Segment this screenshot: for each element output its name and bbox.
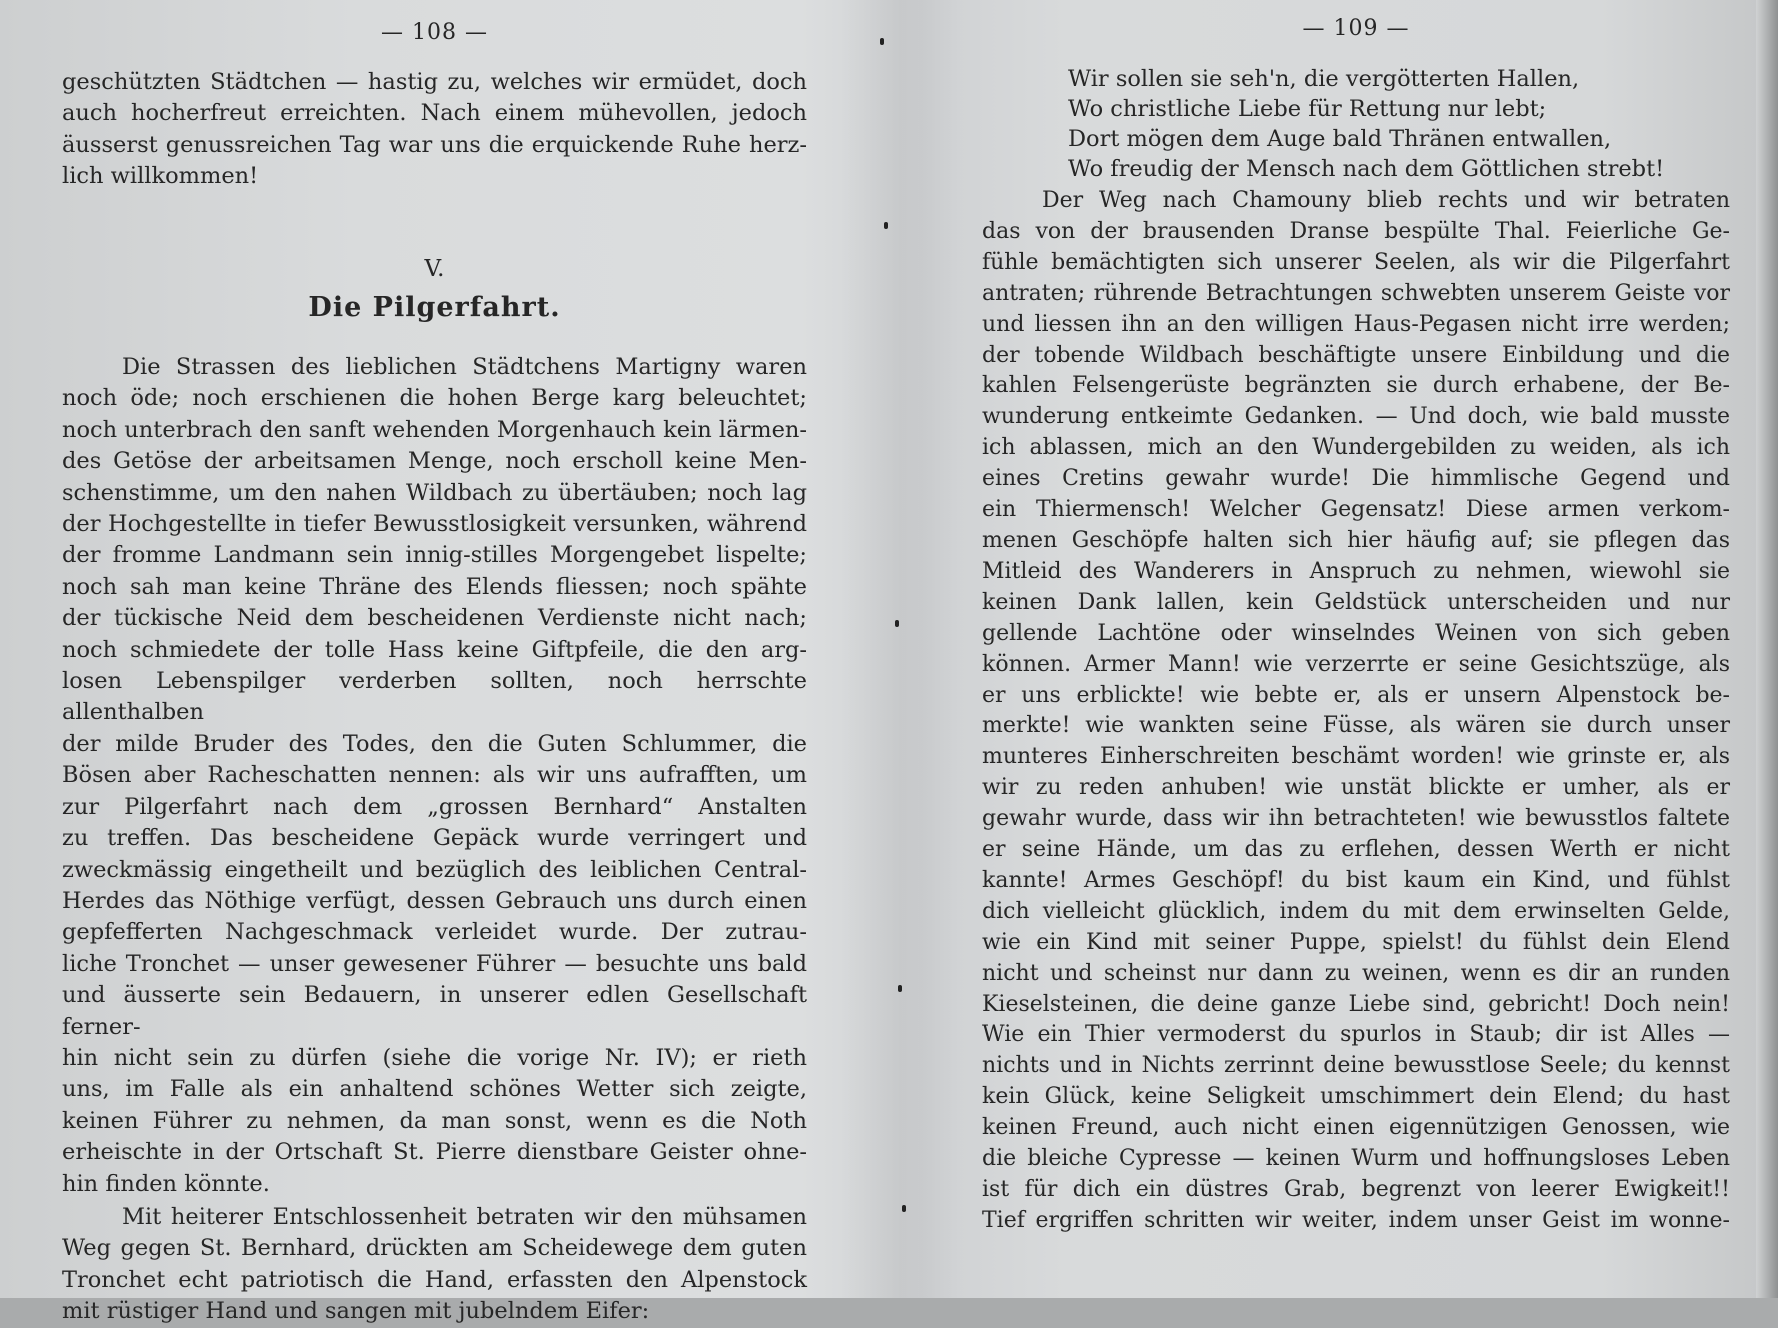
text-line: mit rüstiger Hand und sangen mit jubelndem Eifer: <box>62 1298 650 1325</box>
ink-speck <box>895 620 899 627</box>
text-line: dich vielleicht glücklich, indem du mit dem erwinselten Gelde, <box>982 898 1730 924</box>
text-line: eines Cretins gewahr wurde! Die himmlische Gegend und <box>982 466 1730 492</box>
text-line: der milde Bruder des Todes, den die Guten Schlummer, die <box>62 730 807 757</box>
text-line: Herdes das Nöthige verfügt, dessen Gebrauch uns durch einen <box>62 887 807 914</box>
text-line: noch unterbrach den sanft wehenden Morgenhauch kein lärmen- <box>62 416 807 443</box>
text-line: fühle bemächtigten sich unserer Seelen, als wir die Pilgerfahrt <box>982 249 1730 275</box>
text-line: können. Armer Mann! wie verzerrte er seine Gesichtszüge, als <box>982 651 1730 677</box>
gutter-shadow <box>840 0 960 1298</box>
text-line: noch schmiedete der tolle Hass keine Giftpfeile, die den arg- <box>62 636 807 663</box>
text-line: nichts und in Nichts zerrinnt deine bewusstlose Seele; du kennst <box>982 1053 1730 1079</box>
text-line: des Getöse der arbeitsamen Menge, noch erscholl keine Men- <box>62 448 807 475</box>
verse-line: Wo christliche Liebe für Rettung nur lebt; <box>1068 96 1547 122</box>
text-line: Weg gegen St. Bernhard, drückten am Scheidewege dem guten <box>62 1235 807 1262</box>
text-line: gewahr wurde, dass wir ihn betrachteten! wie bewusstlos faltete <box>982 806 1730 832</box>
text-line: wir zu reden anhuben! wie unstät blickte er umher, als er <box>982 775 1730 801</box>
left-paragraph-1 <box>62 352 807 1328</box>
text-line: uns, im Falle als ein anhaltend schönes Wetter sich zeigte, <box>62 1076 807 1103</box>
text-line: keinen Freund, auch nicht einen eigennützigen Genossen, wie <box>982 1115 1730 1141</box>
text-line: noch öde; noch erschienen die hohen Berge karg beleuchtet; <box>62 385 807 412</box>
text-line: hin nicht sein zu dürfen (siehe die vorige Nr. IV); er rieth <box>62 1044 807 1071</box>
left-top-paragraph <box>62 67 807 193</box>
text-line: liche Tronchet — unser gewesener Führer — besuchte uns bald <box>62 950 807 977</box>
text-line: äusserst genussreichen Tag war uns die erquickende Ruhe herz- <box>62 131 807 158</box>
verse-line: Wo freudig der Mensch nach dem Göttlichen strebt! <box>1068 156 1665 182</box>
text-line: noch sah man keine Thräne des Elends fliessen; noch spähte <box>62 573 807 600</box>
text-line: und liessen ihn an den willigen Haus-Pegasen nicht irre werden; <box>982 311 1730 337</box>
text-line: schenstimme, um den nahen Wildbach zu übertäuben; noch lag <box>62 479 807 506</box>
text-line: keinen Dank lallen, kein Geldstück unterscheiden und nur <box>982 589 1730 615</box>
text-line: Wie ein Thier vermoderst du spurlos in Staub; dir ist Alles — <box>982 1022 1730 1048</box>
ink-speck <box>902 1205 906 1212</box>
ink-speck <box>880 38 884 45</box>
text-line: gepfefferten Nachgeschmack verleidet wurde. Der zutrau- <box>62 919 807 946</box>
text-line: wie ein Kind mit seiner Puppe, spielst! du fühlst dein Elend <box>982 929 1730 955</box>
text-line: er uns erblickte! wie bebte er, als er unsern Alpenstock be- <box>982 682 1730 708</box>
text-line: hin finden könnte. <box>62 1170 270 1197</box>
text-line: erheischte in der Ortschaft St. Pierre dienstbare Geister ohne- <box>62 1139 807 1166</box>
text-line: Kieselsteinen, die deine ganze Liebe sind, gebricht! Doch nein! <box>982 991 1730 1017</box>
ink-speck <box>898 985 902 992</box>
text-line: der tobende Wildbach beschäftigte unsere Einbildung und die <box>982 342 1730 368</box>
text-line: lich willkommen! <box>62 163 259 190</box>
text-line: merkte! wie wankten seine Füsse, als wären sie durch unser <box>982 713 1730 739</box>
text-line: munteres Einherschreiten beschämt worden! wie grinste er, als <box>982 744 1730 770</box>
text-line: zweckmässig eingetheilt und bezüglich des leiblichen Central- <box>62 856 807 883</box>
text-line: auch hocherfreut erreichten. Nach einem mühevollen, jedoch <box>62 100 807 127</box>
text-line: Die Strassen des lieblichen Städtchens Martigny waren <box>122 354 807 380</box>
text-line: der tückische Neid dem bescheidenen Verdienste nicht nach; <box>62 605 807 632</box>
text-line: ich ablassen, mich an den Wundergebilden zu weiden, als ich <box>982 435 1730 461</box>
text-line: keinen Führer zu nehmen, da man sonst, wenn es die Noth <box>62 1107 807 1134</box>
text-line: ein Thiermensch! Welcher Gegensatz! Diese armen verkom- <box>982 497 1730 523</box>
chapter-title: Die Pilgerfahrt. <box>308 292 561 323</box>
text-line: gellende Lachtöne oder winselndes Weinen von sich geben <box>982 620 1730 646</box>
verse-line: Dort mögen dem Auge bald Thränen entwallen, <box>1068 126 1612 152</box>
text-line: Tronchet echt patriotisch die Hand, erfassten den Alpenstock <box>62 1266 807 1293</box>
text-line: antraten; rührende Betrachtungen schwebten unserem Geiste vor <box>982 280 1730 306</box>
text-line: losen Lebenspilger verderben sollten, noch herrschte allenthalben <box>62 668 807 726</box>
text-line: nicht und scheinst nur dann zu weinen, wenn es dir an runden <box>982 960 1730 986</box>
page-number-108: — 108 — <box>381 20 488 45</box>
text-line: der Hochgestellte in tiefer Bewusstlosigkeit versunken, während <box>62 511 807 538</box>
text-line: das von der brausenden Dranse bespülte Thal. Feierliche Ge- <box>982 218 1730 244</box>
text-line: Mitleid des Wanderers in Anspruch zu nehmen, wiewohl sie <box>982 558 1730 584</box>
text-line: Bösen aber Racheschatten nennen: als wir uns aufrafften, um <box>62 762 807 789</box>
right-paragraph <box>982 186 1730 1237</box>
verse-stanza <box>1068 64 1664 184</box>
text-line: ist für dich ein düstres Grab, begrenzt von leerer Ewigkeit!! <box>982 1177 1730 1202</box>
text-line: kahlen Felsengerüste begränzten sie durch erhabene, der Be- <box>982 373 1730 399</box>
text-line: kannte! Armes Geschöpf! du bist kaum ein Kind, und fühlst <box>982 867 1730 893</box>
text-line: zu treffen. Das bescheidene Gepäck wurde verringert und <box>62 825 807 852</box>
ink-speck <box>884 222 888 229</box>
text-line: menen Geschöpfe halten sich hier häufig auf; sie pflegen das <box>982 527 1730 553</box>
page-number-109: — 109 — <box>1302 16 1410 41</box>
text-line: kein Glück, keine Seligkeit umschimmert dein Elend; du hast <box>982 1084 1730 1110</box>
text-line: er seine Hände, um das zu erflehen, dessen Werth er nicht <box>982 837 1730 863</box>
text-line: geschützten Städtchen — hastig zu, welches wir ermüdet, doch <box>62 69 807 95</box>
text-line: Tief ergriffen schritten wir weiter, indem unser Geist im wonne- <box>982 1207 1730 1233</box>
text-line: Der Weg nach Chamouny blieb rechts und wir betraten <box>1042 188 1730 213</box>
chapter-number: V. <box>424 256 445 282</box>
text-line: zur Pilgerfahrt nach dem „grossen Bernhard“ Anstalten <box>62 793 807 820</box>
text-line: der fromme Landmann sein innig-stilles Morgengebet lispelte; <box>62 542 807 569</box>
text-line: die bleiche Cypresse — keinen Wurm und hoffnungsloses Leben <box>982 1146 1730 1172</box>
text-line: wunderung entkeimte Gedanken. — Und doch, wie bald musste <box>982 404 1730 430</box>
page-edge <box>1756 0 1778 1298</box>
text-line: und äusserte sein Bedauern, in unserer edlen Gesellschaft ferner- <box>62 982 807 1040</box>
text-line: Mit heiterer Entschlossenheit betraten wir den mühsamen <box>122 1203 807 1230</box>
verse-line: Wir sollen sie seh'n, die vergötterten Hallen, <box>1068 66 1580 92</box>
